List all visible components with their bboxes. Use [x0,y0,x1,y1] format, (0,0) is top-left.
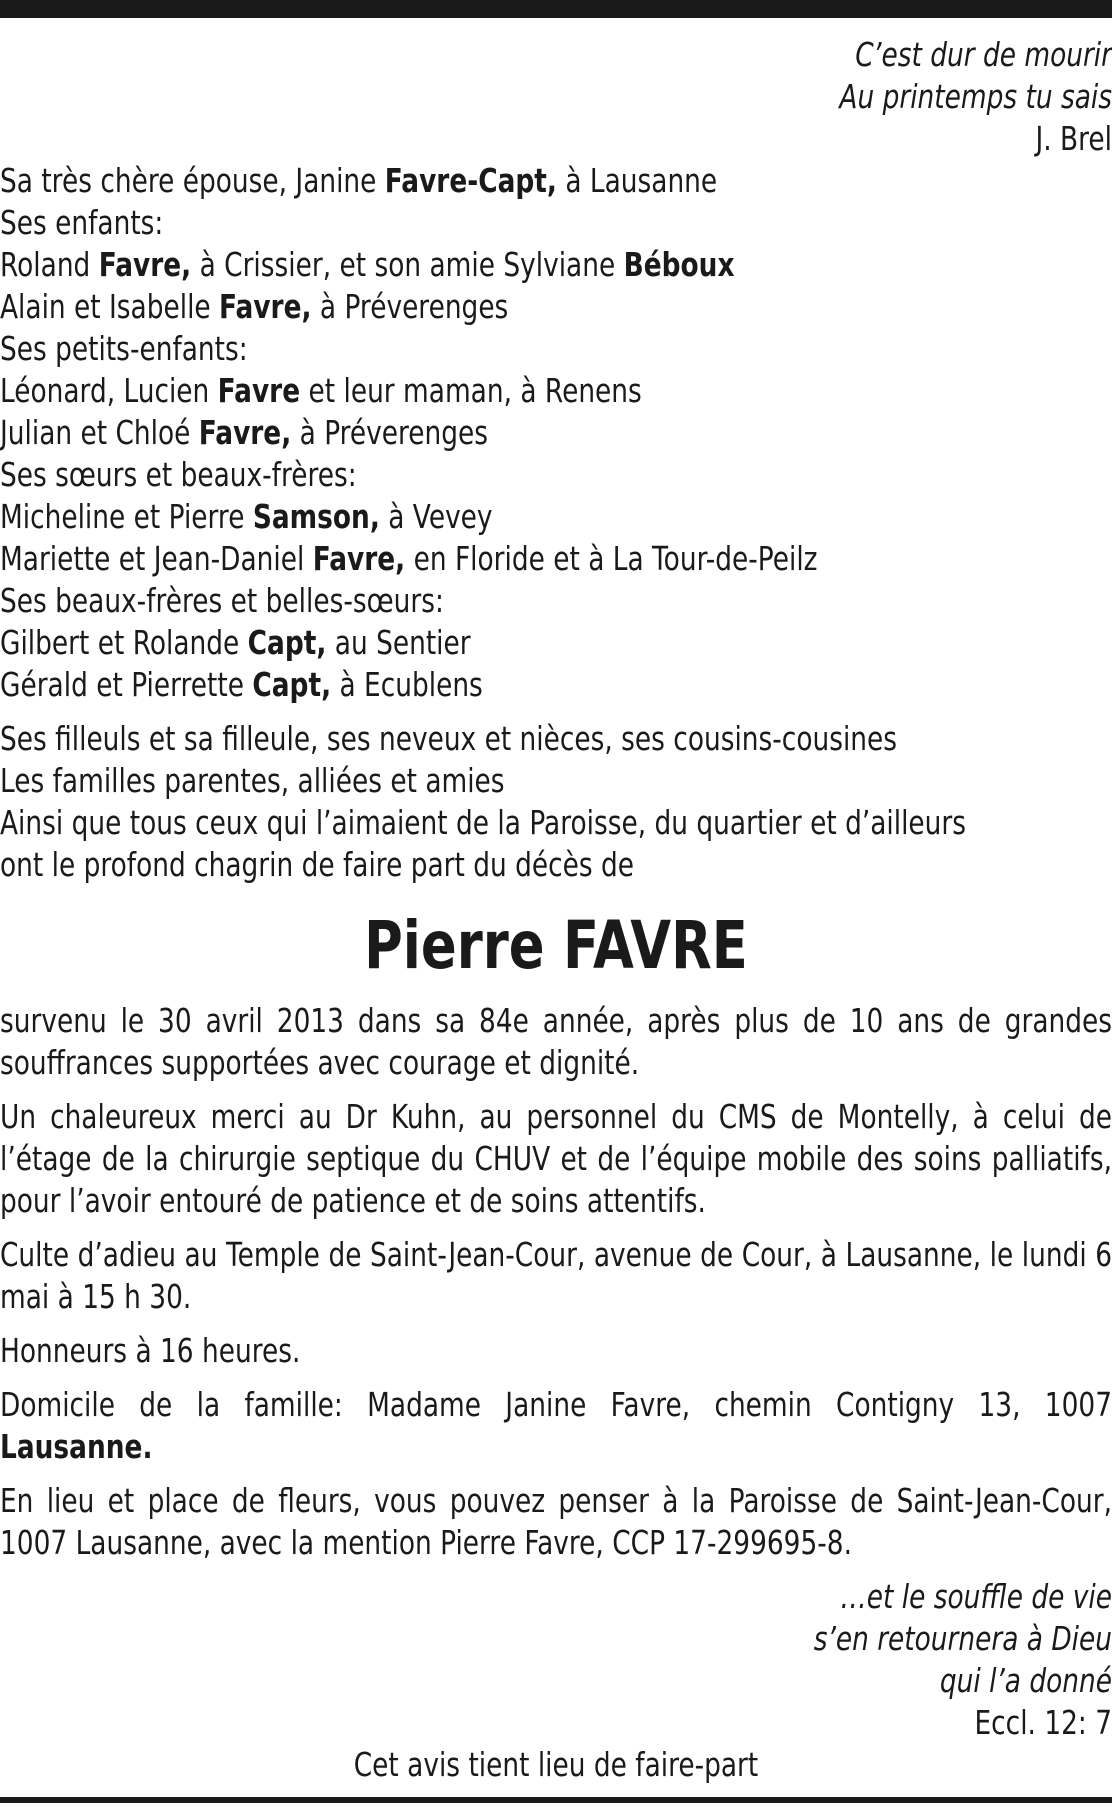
deceased-name: Pierre FAVRE [364,907,748,984]
epigraph-top [0,34,1112,160]
announcement-line: Ainsi que tous ceux qui l’aimaient de la Paroisse, du quartier et d’ailleurs [0,803,966,842]
announcement-line: Ses filleuls et sa filleule, ses neveux et nièces, ses cousins-cousines [0,719,898,758]
epigraph-top-author: J. Brel [1035,119,1112,158]
family-line: Ses sœurs et beaux-frères: [0,455,357,494]
paragraph-domicile: Domicile de la famille: Madame Janine Favre, chemin Contigny 13, 1007 Lausanne. [0,1385,1112,1466]
announcement-line: ont le profond chagrin de faire part du décès de [0,845,635,884]
paragraph-donations: En lieu et place de fleurs, vous pouvez penser à la Paroisse de Saint-Jean-Cour, 1007 Lausanne, avec la mention Pierre Favre, CCP 17-299695-8. [0,1481,1112,1562]
epigraph-top-line: Au printemps tu sais [839,77,1112,116]
family-line: Ses petits-enfants: [0,329,248,368]
obituary-notice [0,34,1112,1786]
family-list [0,160,1112,706]
family-line: Micheline et Pierre Samson, à Vevey [0,497,493,536]
body-paragraphs [0,1000,1112,1564]
family-line: Gilbert et Rolande Capt, au Sentier [0,623,471,662]
announcement-line: Les familles parentes, alliées et amies [0,761,505,800]
epigraph-bottom [0,1576,1112,1744]
family-line: Ses beaux-frères et belles-sœurs: [0,581,444,620]
paragraph-service: Culte d’adieu au Temple de Saint-Jean-Cour, avenue de Cour, à Lausanne, le lundi 6 mai à 15 h 30. [0,1235,1112,1316]
announcement [0,718,1112,886]
paragraph-death-date: survenu le 30 avril 2013 dans sa 84e année, après plus de 10 ans de grandes souffrances supportées avec courage et dignité. [0,1001,1112,1082]
paragraph-honours: Honneurs à 16 heures. [0,1331,301,1370]
family-line: Gérald et Pierrette Capt, à Ecublens [0,665,483,704]
epigraph-top-line: C’est dur de mourir [855,35,1112,74]
epigraph-bottom-line: qui l’a donné [939,1661,1112,1700]
family-line: Julian et Chloé Favre, à Préverenges [0,413,489,452]
paragraph-thanks: Un chaleureux merci au Dr Kuhn, au personnel du CMS de Montelly, à celui de l’étage de la chirurgie septique du CHUV et de l’équipe mobile des soins palliatifs, pour l’avoir entouré de patience et de soins attentifs. [0,1097,1112,1220]
epigraph-bottom-line: s’en retournera à Dieu [813,1619,1112,1658]
family-line: Roland Favre, à Crissier, et son amie Sylviane Béboux [0,245,735,284]
epigraph-bottom-source: Eccl. 12: 7 [974,1703,1112,1742]
bottom-rule [0,1797,1112,1803]
family-line: Alain et Isabelle Favre, à Préverenges [0,287,509,326]
family-line: Mariette et Jean-Daniel Favre, en Floride et à La Tour-de-Peilz [0,539,818,578]
family-line: Léonard, Lucien Favre et leur maman, à Renens [0,371,642,410]
epigraph-bottom-line: …et le souffle de vie [840,1577,1112,1616]
footer-note: Cet avis tient lieu de faire-part [353,1745,759,1784]
family-line: Sa très chère épouse, Janine Favre-Capt, à Lausanne [0,161,718,200]
top-rule [0,0,1112,18]
family-line: Ses enfants: [0,203,164,242]
